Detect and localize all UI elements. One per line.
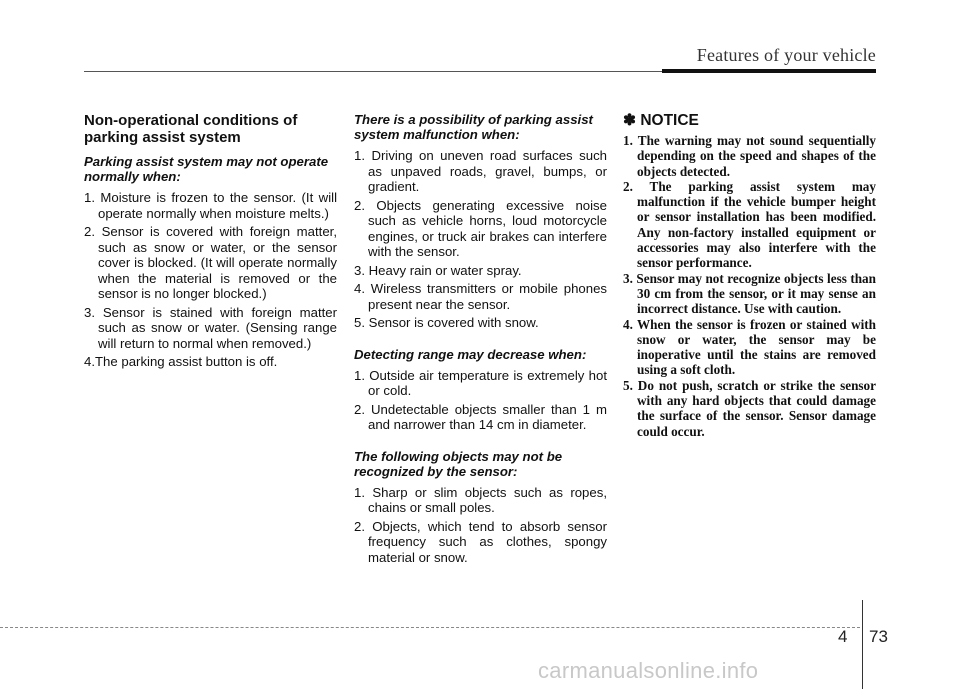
- watermark: carmanualsonline.info: [538, 658, 759, 683]
- list-item: 3. Sensor is stained with foreign matter such as snow or water. (Sensing range will return to normal when removed.): [84, 304, 337, 351]
- section-subheading: Parking assist system may not operate normally when:: [84, 154, 329, 184]
- section-subheading: There is a possibility of parking assist system malfunction when:: [354, 112, 593, 142]
- list-item: 2. Objects, which tend to absorb sensor frequency such as clothes, spongy material or snow.: [354, 518, 607, 565]
- section-heading: Non-operational conditions of parking assist system: [84, 112, 298, 146]
- notice-title: NOTICE: [640, 112, 699, 129]
- list-item: 1. Moisture is frozen to the sensor. (It will operate normally when moisture melts.): [84, 190, 337, 221]
- page-header-title: Features of your vehicle: [696, 45, 876, 65]
- list-item: 2. Objects generating excessive noise such as vehicle horns, loud motorcycle engines, or truck air brakes can interfere with the sensor.: [354, 197, 607, 259]
- list-item: 2. The parking assist system may malfunction if the vehicle bumper height or sensor installation has been modified. Any non-factory installed equipment or accessories may also interfere with the sensor performance.: [623, 178, 876, 271]
- list-item: 3. Heavy rain or water spray.: [354, 262, 522, 278]
- notice-asterisk-icon: ✽: [623, 112, 636, 129]
- list-item: 2. Sensor is covered with foreign matter, such as snow or water, or the sensor cover is blocked. (It will operate normally when the material is removed or the sensor is no longer blocked.): [84, 224, 337, 301]
- column-right-notice: [623, 112, 876, 439]
- column-left: [84, 112, 337, 386]
- list-item: 4.The parking assist button is off.: [84, 354, 278, 369]
- notice-list: [623, 133, 876, 439]
- list-item: 3. Sensor may not recognize objects less than 30 cm from the sensor, or it may sense an incorrect distance. Use with caution.: [623, 270, 876, 317]
- list-item: 5. Do not push, scratch or strike the sensor with any hard objects that could damage the surface of the sensor. Sensor damage could occur.: [623, 377, 876, 439]
- list-item: 4. Wireless transmitters or mobile phones present near the sensor.: [354, 281, 607, 312]
- list-item: 4. When the sensor is frozen or stained with snow or water, the sensor may be inoperative until the stains are removed using a soft cloth.: [623, 316, 876, 378]
- footer-dashed-rule: [0, 627, 860, 628]
- objects-list: [354, 485, 607, 566]
- chapter-number: 4: [838, 627, 848, 646]
- header-rule-accent: [662, 69, 876, 73]
- column-middle: [354, 112, 607, 581]
- notice-heading: [623, 112, 876, 130]
- range-list: [354, 368, 607, 433]
- list-item: 1. Outside air temperature is extremely hot or cold.: [354, 367, 607, 398]
- section-subheading: The following objects may not be recognized by the sensor:: [354, 448, 563, 479]
- section-subheading: Detecting range may decrease when:: [354, 346, 587, 362]
- list-item: 1. The warning may not sound sequentially depending on the speed and shapes of the objects detected.: [623, 133, 876, 179]
- malfunction-list: [354, 148, 607, 331]
- list-item: 2. Undetectable objects smaller than 1 m and narrower than 14 cm in diameter.: [354, 401, 607, 432]
- condition-list: [84, 190, 337, 370]
- list-item: 1. Driving on uneven road surfaces such as unpaved roads, gravel, bumps, or gradient.: [354, 148, 607, 194]
- list-item: 1. Sharp or slim objects such as ropes, chains or small poles.: [354, 484, 607, 515]
- page-number: 73: [869, 627, 888, 646]
- list-item: 5. Sensor is covered with snow.: [354, 315, 539, 330]
- footer-divider: [862, 600, 863, 689]
